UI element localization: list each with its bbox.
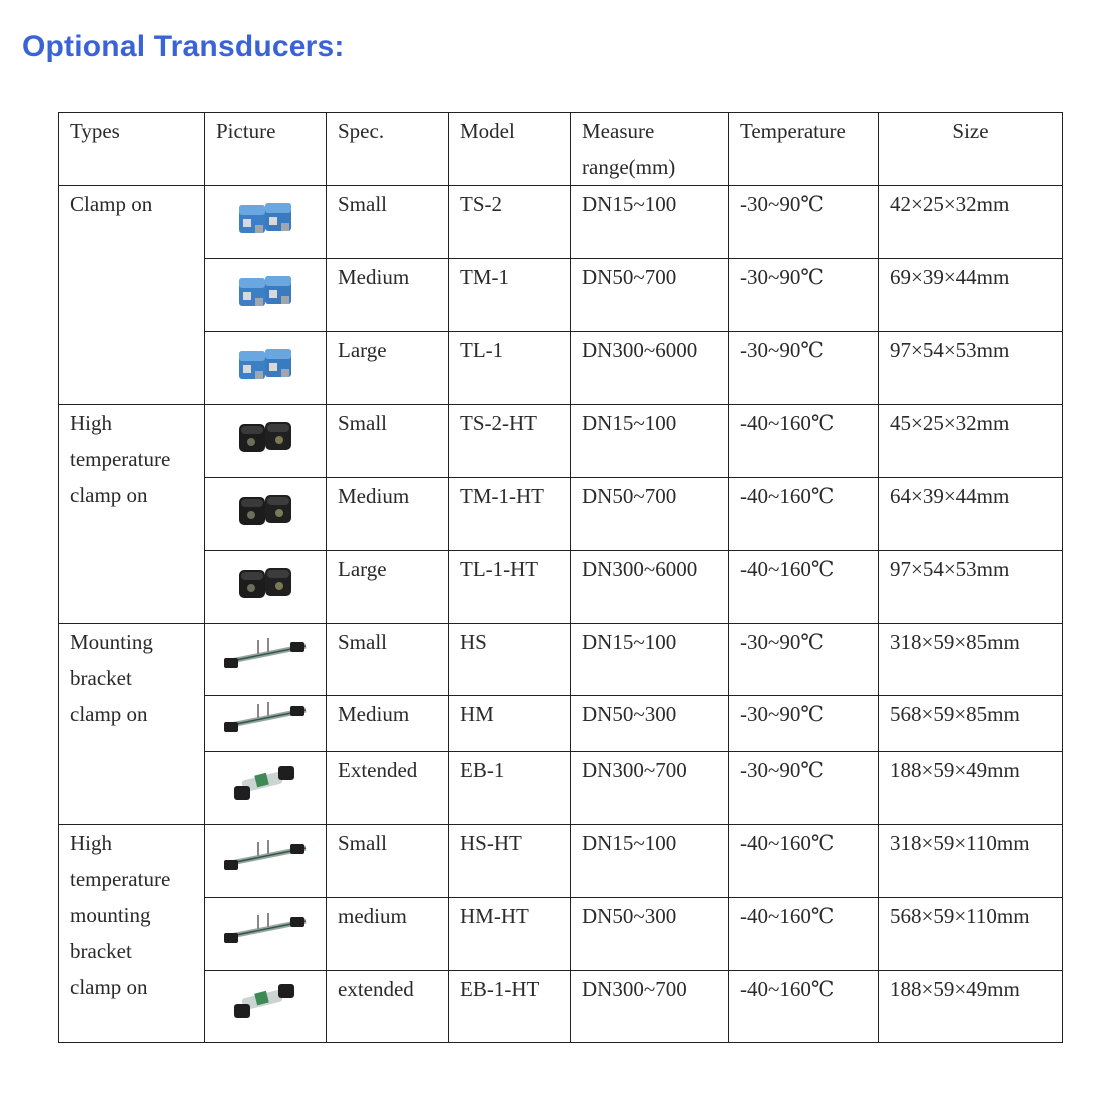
black-clamp-transducer-icon	[235, 414, 297, 458]
black-clamp-transducer-icon	[235, 487, 297, 531]
size-cell: 97×54×53mm	[879, 332, 1063, 405]
table-row	[59, 825, 1063, 898]
temperature-cell: -30~90℃	[729, 752, 879, 825]
model-cell: HM	[449, 696, 571, 752]
extended-bracket-icon	[230, 760, 302, 806]
picture-cell	[205, 624, 327, 696]
picture-cell	[205, 825, 327, 898]
size-cell: 568×59×110mm	[879, 898, 1063, 971]
table-row	[59, 332, 1063, 405]
table-row	[59, 186, 1063, 259]
blue-clamp-transducer-icon	[235, 341, 297, 385]
measure-range-cell: DN50~700	[571, 478, 729, 551]
measure-range-cell: DN50~300	[571, 696, 729, 752]
picture-cell	[205, 478, 327, 551]
measure-range-cell: DN15~100	[571, 186, 729, 259]
header-row	[59, 113, 1063, 186]
size-cell: 42×25×32mm	[879, 186, 1063, 259]
header-temperature: Temperature	[729, 113, 879, 186]
spec-cell: Medium	[327, 259, 449, 332]
mounting-bracket-icon	[220, 907, 312, 951]
table-row	[59, 551, 1063, 624]
temperature-cell: -40~160℃	[729, 971, 879, 1043]
picture-cell	[205, 898, 327, 971]
spec-cell: Large	[327, 551, 449, 624]
transducer-table	[58, 112, 1063, 1043]
measure-range-cell: DN50~300	[571, 898, 729, 971]
header-types: Types	[59, 113, 205, 186]
temperature-cell: -30~90℃	[729, 624, 879, 696]
table-row	[59, 624, 1063, 696]
table-row	[59, 259, 1063, 332]
spec-cell: extended	[327, 971, 449, 1043]
spec-cell: Extended	[327, 752, 449, 825]
size-cell: 45×25×32mm	[879, 405, 1063, 478]
temperature-cell: -30~90℃	[729, 186, 879, 259]
type-line: temperature	[70, 447, 171, 471]
temperature-cell: -40~160℃	[729, 825, 879, 898]
header-picture: Picture	[205, 113, 327, 186]
temperature-cell: -30~90℃	[729, 332, 879, 405]
blue-clamp-transducer-icon	[235, 268, 297, 312]
type-cell	[59, 624, 205, 825]
measure-range-cell: DN15~100	[571, 825, 729, 898]
header-spec: Spec.	[327, 113, 449, 186]
model-cell: EB-1-HT	[449, 971, 571, 1043]
size-cell: 188×59×49mm	[879, 752, 1063, 825]
measure-range-cell: DN15~100	[571, 624, 729, 696]
measure-range-cell: DN300~6000	[571, 332, 729, 405]
spec-cell: Medium	[327, 696, 449, 752]
picture-cell	[205, 186, 327, 259]
table-row	[59, 971, 1063, 1043]
picture-cell	[205, 696, 327, 752]
type-line: clamp on	[70, 975, 148, 999]
model-cell: TL-1	[449, 332, 571, 405]
model-cell: TL-1-HT	[449, 551, 571, 624]
measure-range-cell: DN15~100	[571, 405, 729, 478]
header-measure-range	[571, 113, 729, 186]
picture-cell	[205, 405, 327, 478]
model-cell: HM-HT	[449, 898, 571, 971]
blue-clamp-transducer-icon	[235, 195, 297, 239]
extended-bracket-icon	[230, 978, 302, 1024]
picture-cell	[205, 752, 327, 825]
type-line: clamp on	[70, 702, 148, 726]
header-measure-line1: Measure	[582, 119, 655, 143]
mounting-bracket-icon	[220, 632, 312, 676]
type-cell	[59, 186, 205, 405]
measure-range-cell: DN300~700	[571, 971, 729, 1043]
table-row	[59, 696, 1063, 752]
spec-cell: Small	[327, 624, 449, 696]
header-size: Size	[879, 113, 1063, 186]
temperature-cell: -30~90℃	[729, 696, 879, 752]
size-cell: 69×39×44mm	[879, 259, 1063, 332]
temperature-cell: -40~160℃	[729, 405, 879, 478]
type-line: bracket	[70, 939, 132, 963]
picture-cell	[205, 332, 327, 405]
measure-range-cell: DN300~6000	[571, 551, 729, 624]
table-row	[59, 478, 1063, 551]
type-cell	[59, 405, 205, 624]
type-line: High	[70, 831, 112, 855]
measure-range-cell: DN300~700	[571, 752, 729, 825]
spec-cell: Small	[327, 186, 449, 259]
picture-cell	[205, 259, 327, 332]
model-cell: TS-2	[449, 186, 571, 259]
temperature-cell: -40~160℃	[729, 898, 879, 971]
model-cell: TM-1-HT	[449, 478, 571, 551]
spec-cell: medium	[327, 898, 449, 971]
type-line: temperature	[70, 867, 171, 891]
type-line: mounting	[70, 903, 151, 927]
type-line: High	[70, 411, 112, 435]
temperature-cell: -40~160℃	[729, 478, 879, 551]
spec-cell: Small	[327, 405, 449, 478]
picture-cell	[205, 551, 327, 624]
mounting-bracket-icon	[220, 834, 312, 878]
header-measure-line2: range(mm)	[582, 155, 676, 179]
page-title: Optional Transducers:	[22, 30, 345, 63]
picture-cell	[205, 971, 327, 1043]
model-cell: EB-1	[449, 752, 571, 825]
type-line: Clamp on	[70, 192, 153, 216]
temperature-cell: -40~160℃	[729, 551, 879, 624]
model-cell: TM-1	[449, 259, 571, 332]
size-cell: 188×59×49mm	[879, 971, 1063, 1043]
spec-cell: Medium	[327, 478, 449, 551]
mounting-bracket-icon	[220, 696, 312, 740]
size-cell: 64×39×44mm	[879, 478, 1063, 551]
type-cell	[59, 825, 205, 1043]
model-cell: HS	[449, 624, 571, 696]
size-cell: 318×59×85mm	[879, 624, 1063, 696]
size-cell: 318×59×110mm	[879, 825, 1063, 898]
header-model: Model	[449, 113, 571, 186]
type-line: clamp on	[70, 483, 148, 507]
size-cell: 568×59×85mm	[879, 696, 1063, 752]
black-clamp-transducer-icon	[235, 560, 297, 604]
size-cell: 97×54×53mm	[879, 551, 1063, 624]
spec-cell: Small	[327, 825, 449, 898]
measure-range-cell: DN50~700	[571, 259, 729, 332]
table-row	[59, 898, 1063, 971]
spec-cell: Large	[327, 332, 449, 405]
table-row	[59, 752, 1063, 825]
table-row	[59, 405, 1063, 478]
temperature-cell: -30~90℃	[729, 259, 879, 332]
type-line: Mounting	[70, 630, 153, 654]
model-cell: TS-2-HT	[449, 405, 571, 478]
type-line: bracket	[70, 666, 132, 690]
model-cell: HS-HT	[449, 825, 571, 898]
